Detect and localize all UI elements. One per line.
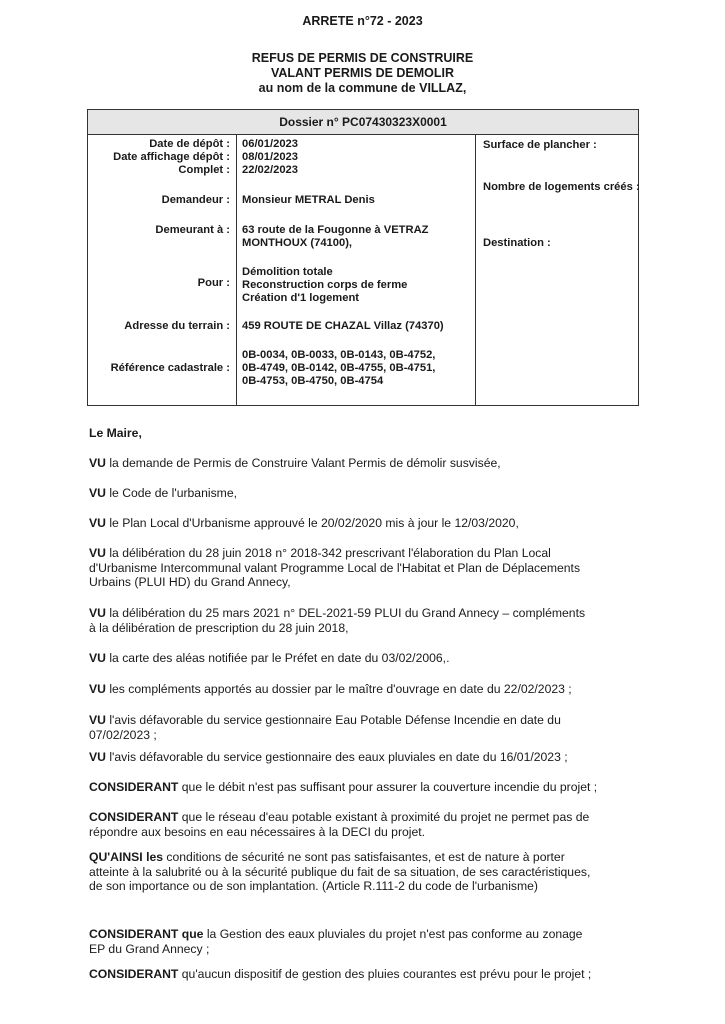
considerant-text: la Gestion des eaux pluviales du projet n'est pas conforme au zonage: [203, 927, 583, 941]
quainsi-paragraph: [89, 850, 641, 894]
vu-text: le Code de l'urbanisme,: [105, 486, 237, 500]
vu-text: la demande de Permis de Construire Valant Permis de démolir susvisée,: [105, 456, 501, 470]
dossier-values: [242, 135, 472, 405]
considerant-text: que le débit n'est pas suffisant pour assurer la couverture incendie du projet ;: [178, 780, 598, 794]
considerant-text: qu'aucun dispositif de gestion des pluies courantes est prévu pour le projet ;: [178, 967, 592, 981]
le-maire: Le Maire,: [89, 426, 142, 440]
considerant-keyword: CONSIDERANT: [89, 810, 179, 824]
quainsi-text: conditions de sécurité ne sont pas satisfaisantes, et est de nature à porter: [163, 850, 565, 864]
pour-line-3: Création d'1 logement: [242, 292, 360, 304]
complet-value: 22/02/2023: [242, 164, 298, 176]
demandeur-value: Monsieur METRAL Denis: [242, 194, 375, 206]
vu-text: la délibération du 25 mars 2021 n° DEL-2021-59 PLUI du Grand Annecy – compléments: [105, 606, 586, 620]
date-affichage-label: Date affichage dépôt :: [113, 151, 230, 163]
vu-text: Urbains (PLUI HD) du Grand Annecy,: [89, 575, 291, 589]
vu-paragraph: [89, 750, 641, 765]
column-divider: [475, 135, 476, 405]
vu-text: l'avis défavorable du service gestionnaire Eau Potable Défense Incendie en date du: [105, 713, 561, 727]
reference-line-1: 0B-0034, 0B-0033, 0B-0143, 0B-4752,: [242, 349, 436, 361]
vu-keyword: VU: [89, 682, 106, 696]
date-affichage-value: 08/01/2023: [242, 151, 298, 163]
pour-label: Pour :: [197, 277, 230, 289]
dossier-box: [87, 109, 639, 406]
date-depot-value: 06/01/2023: [242, 138, 298, 150]
decision-line-1: REFUS DE PERMIS DE CONSTRUIRE: [251, 51, 474, 65]
vu-paragraph: [89, 651, 641, 666]
demeurant-label: Demeurant à :: [155, 224, 230, 236]
considerant-keyword: CONSIDERANT: [89, 780, 179, 794]
considerant-paragraph: [89, 780, 641, 795]
vu-keyword: VU: [89, 606, 106, 620]
considerant-text: répondre aux besoins en eau nécessaires à la DECI du projet.: [89, 824, 426, 839]
vu-keyword: VU: [89, 486, 106, 500]
decision-line-3: au nom de la commune de VILLAZ,: [258, 81, 467, 95]
demeurant-line-1: 63 route de la Fougonne à VETRAZ: [242, 224, 429, 236]
vu-text: le Plan Local d'Urbanisme approuvé le 20/02/2020 mis à jour le 12/03/2020,: [105, 516, 519, 530]
vu-keyword: VU: [89, 713, 106, 727]
vu-keyword: VU: [89, 546, 106, 560]
quainsi-text: atteinte à la salubrité ou à la sécurité publique du fait de sa situation, de ses caractéristiques,: [89, 864, 591, 879]
adresse-value: 459 ROUTE DE CHAZAL Villaz (74370): [242, 320, 444, 332]
reference-label: Référence cadastrale :: [110, 362, 230, 374]
pour-line-2: Reconstruction corps de ferme: [242, 279, 408, 291]
considerant-text: EP du Grand Annecy ;: [89, 941, 210, 956]
dossier-right-column: [483, 135, 640, 405]
surface-plancher-label: Surface de plancher :: [483, 139, 597, 151]
date-depot-label: Date de dépôt :: [149, 138, 230, 150]
nombre-logements-label: Nombre de logements créés :: [483, 181, 640, 193]
considerant-keyword: CONSIDERANT: [89, 967, 179, 981]
demandeur-label: Demandeur :: [161, 194, 230, 206]
considerant-paragraph: [89, 967, 641, 982]
quainsi-text: de son importance ou de son implantation. (Article R.111-2 du code de l'urbanisme): [89, 879, 538, 893]
vu-text: les compléments apportés au dossier par le maître d'ouvrage en date du 22/02/2023 ;: [105, 682, 572, 696]
vu-paragraph: [89, 456, 641, 471]
arrete-title: ARRETE n°72 - 2023: [302, 14, 423, 28]
considerant-paragraph: [89, 810, 641, 839]
pour-line-1: Démolition totale: [242, 266, 333, 278]
destination-label: Destination :: [483, 237, 551, 249]
vu-paragraph: [89, 546, 641, 590]
vu-text: l'avis défavorable du service gestionnaire des eaux pluviales en date du 16/01/2023 ;: [105, 750, 568, 764]
adresse-label: Adresse du terrain :: [124, 320, 230, 332]
vu-text: d'Urbanisme Intercommunal valant Programme Local de l'Habitat et Plan de Déplacements: [89, 560, 581, 575]
considerant-paragraph: [89, 927, 641, 956]
reference-line-3: 0B-4753, 0B-4750, 0B-4754: [242, 375, 384, 387]
considerant-text: que le réseau d'eau potable existant à proximité du projet ne permet pas de: [178, 810, 590, 824]
vu-text: à la délibération de prescription du 28 juin 2018,: [89, 620, 349, 635]
vu-keyword: VU: [89, 516, 106, 530]
vu-paragraph: [89, 713, 641, 742]
dossier-labels: [88, 135, 230, 405]
vu-text: 07/02/2023 ;: [89, 727, 157, 742]
reference-line-2: 0B-4749, 0B-0142, 0B-4755, 0B-4751,: [242, 362, 436, 374]
decision-line-2: VALANT PERMIS DE DEMOLIR: [270, 66, 455, 80]
vu-paragraph: [89, 682, 641, 697]
vu-text: la délibération du 28 juin 2018 n° 2018-342 prescrivant l'élaboration du Plan Local: [105, 546, 551, 560]
vu-text: la carte des aléas notifiée par le Préfet en date du 03/02/2006,.: [105, 651, 450, 665]
vu-keyword: VU: [89, 651, 106, 665]
vu-keyword: VU: [89, 456, 106, 470]
demeurant-line-2: MONTHOUX (74100),: [242, 237, 353, 249]
vu-paragraph: [89, 516, 641, 531]
column-divider: [236, 135, 237, 405]
vu-paragraph: [89, 606, 641, 635]
dossier-number: Dossier n° PC07430323X0001: [88, 110, 638, 135]
vu-keyword: VU: [89, 750, 106, 764]
complet-label: Complet :: [178, 164, 230, 176]
vu-paragraph: [89, 486, 641, 501]
quainsi-keyword: QU'AINSI les: [89, 850, 164, 864]
considerant-keyword: CONSIDERANT que: [89, 927, 204, 941]
